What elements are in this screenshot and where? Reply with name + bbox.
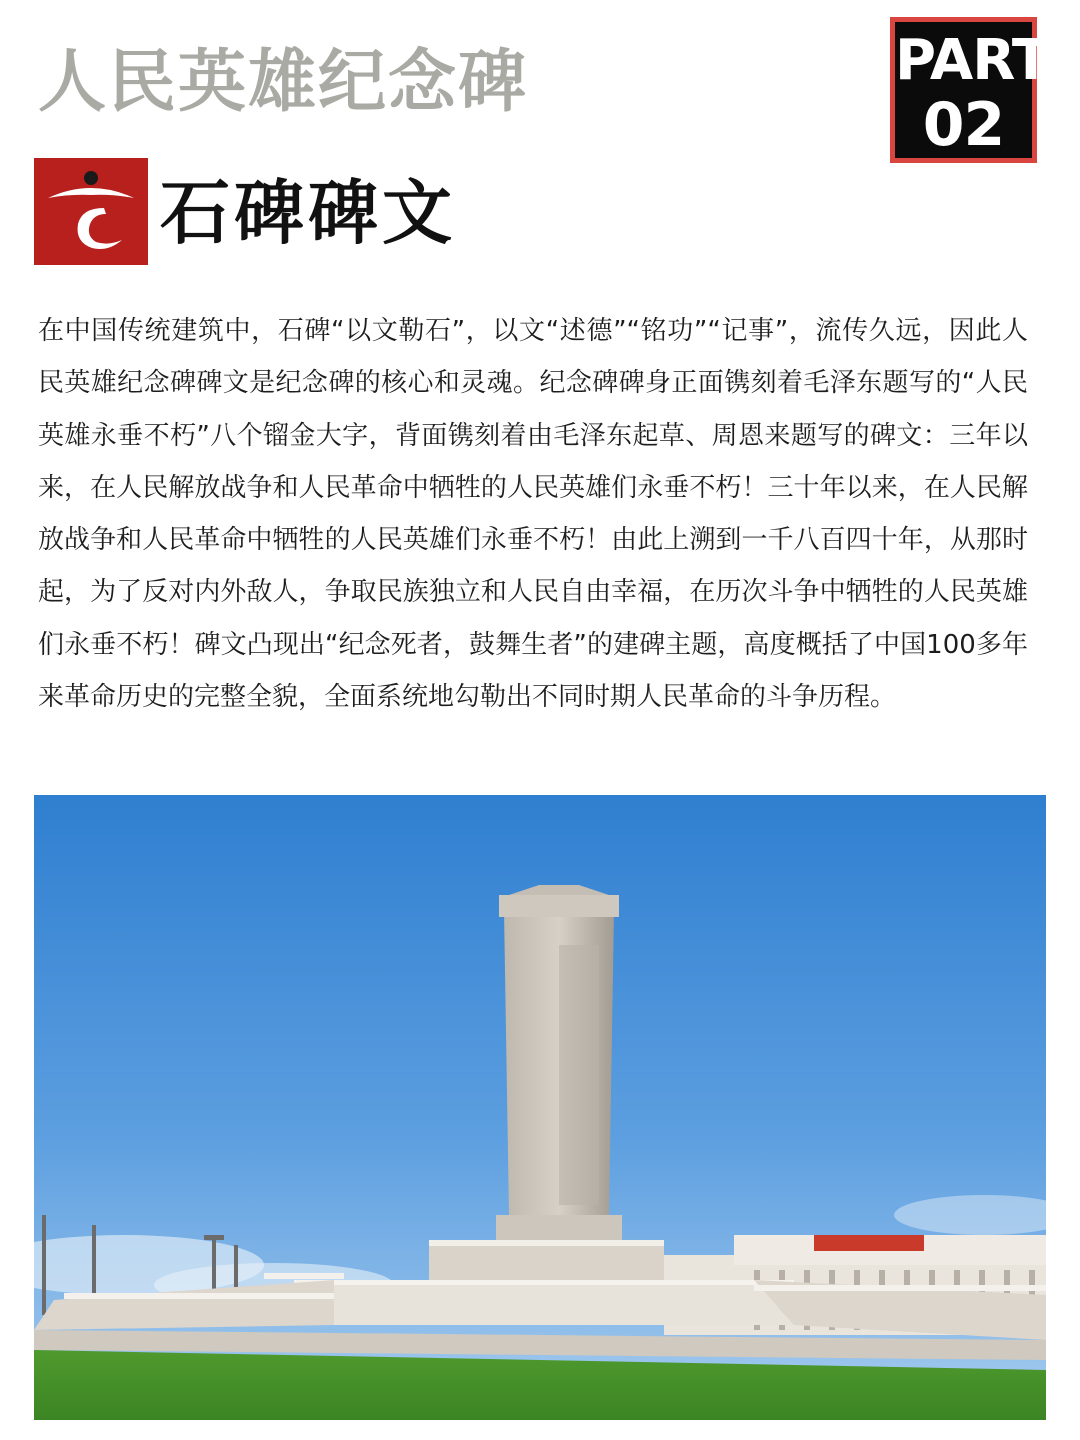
body-paragraph: 在中国传统建筑中，石碑“以文勒石”，以文“述德”“铭功”“记事”，流传久远，因此人民英雄纪念碑碑文是纪念碑的核心和灵魂。纪念碑碑身正面镌刻着毛泽东题写的“人民英雄永垂不朽”八个镏金大字，背面镌刻着由毛泽东起草、周恩来题写的碑文：三年以来，在人民解放战争和人民革命中牺牲的人民英雄们永垂不朽！三十年以来，在人民解放战争和人民革命中牺牲的人民英雄们永垂不朽！由此上溯到一千八百四十年，从那时起，为了反对内外敌人，争取民族独立和人民自由幸福，在历次斗争中牺牲的人民英雄们永垂不朽！碑文凸现出“纪念死者，鼓舞生者”的建碑主题，高度概括了中国100多年来革命历史的完整全貌，全面系统地勾勒出不同时期人民革命的斗争历程。 (38, 316, 1028, 713)
section-logo-icon (34, 158, 148, 265)
part-badge (890, 17, 1050, 163)
part-number: 02 (922, 90, 1005, 160)
section-title: 石碑碑文 (160, 171, 456, 254)
page-title: 人民英雄纪念碑 (38, 42, 529, 122)
part-label: PART (895, 28, 1050, 93)
monument-photo (34, 795, 1046, 1420)
